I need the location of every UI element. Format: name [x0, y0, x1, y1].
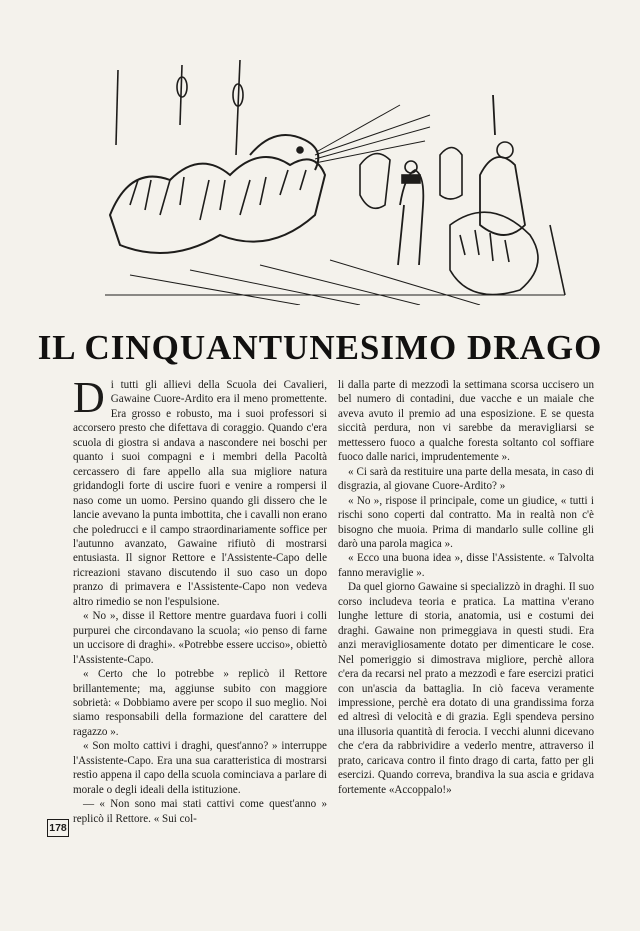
page-number: 178 [47, 819, 69, 837]
left-text-column [73, 373, 327, 826]
paragraph: Da quel giorno Gawaine si specializzò in draghi. Il suo corso includeva teoria e pratica. La mattina v'erano lunghe letture di storia, anatomia, usi e costumi dei draghi. Gawaine non primeggiava in questi studi. Era anzi meravigliosamente dotato per dimenticare le cose. Nel pomeriggio si dimostrava migliore, perchè allora c'era da recarsi nel prato a mezzodì e fare esercizi pratici con un'ascia da battaglia. In ciò faceva veramente impressione, perchè era dotato di una grandissima forza ed altresì di velocità e di grazia. Egli spendeva persino una illusoria quantità di ferocia. I vecchi alunni dicevano che c'era da rabbrividire a vederlo mentre, attraverso il prato, caricava contro il finto drago di carta, fatto per gli esercizi. Quando correva, brandiva la sua ascia e gridava fortemente «Accoppalo!» [338, 581, 594, 796]
right-text-column [338, 378, 594, 797]
illustration-drawing [100, 55, 570, 305]
dragon-battle-illustration [100, 55, 570, 305]
paragraph-text: i tutti gli allievi della Scuola dei Cavalieri, Gawaine Cuore-Ardito era il meno promettente. Era grosso e robusto, ma i suoi professori si accorsero presto che difettava di coraggio. Quando c'era scuola di giostra si andava a nascondere nei boschi per quanto i suoi compagni e i membri della Pacoltà cercassero di fare appello alla sua migliore natura gridandogli forte di uscire fuori e venire a rompersi il naso come un uomo. Persino quando gli dissero che le lancie avevano la punta imbottita, che i cavalli non erano che poledrucci e il campo straordinariamente soffice per l'autunno avanzato, Gawaine rifiutò di mostrarsi entusiasta. Il signor Rettore e l'Assistente-Capo delle ricreazioni stavano discutendo il suo caso un dopo pranzo di primavera e l'Assistente-Capo non vedeva altro rimedio se non l'espulsione. [73, 379, 327, 608]
paragraph: — « Non sono mai stati cattivi come quest'anno » replicò il Rettore. « Sui col- [73, 798, 327, 825]
paragraph: « No », disse il Rettore mentre guardava fuori i colli purpurei che circondavano la scuola; «io penso di farne un uccisore di draghi». «Potrebbe essere ucciso», obiettò l'Assistente-Capo. [73, 610, 327, 666]
paragraph: « Ci sarà da restituire una parte della mesata, in caso di disgrazia, al giovane Cuore-Ardito? » [338, 465, 594, 493]
paragraph: « No », rispose il principale, come un giudice, « tutti i rischi sono coperti dal contratto. Ma in realtà non c'è bisogno che muoia. Prima di mandarlo sulle colline gli darò una parola magica ». [338, 494, 594, 550]
paragraph [73, 373, 327, 609]
paragraph: « Ecco una buona idea », disse l'Assistente. « Talvolta fanno meraviglie ». [338, 552, 594, 579]
drop-cap: D [73, 373, 105, 422]
article-title: IL CINQUANTUNESIMO DRAGO [37, 328, 603, 367]
paragraph: « Certo che lo potrebbe » replicò il Rettore brillantemente; ma, aggiunse subito con maggiore sobrietà: « Dobbiamo avere per scopo il suo meglio. Noi siamo responsabili della formazione del carattere del ragazzo ». [73, 668, 327, 738]
paragraph: « Son molto cattivi i draghi, quest'anno? » interruppe l'Assistente-Capo. Era una sua caratteristica di mostrarsi restìo appena il capo della scuola cominciava a parlare di morale o degli ideali della istituzione. [73, 740, 327, 796]
paragraph: li dalla parte di mezzodì la settimana scorsa uccisero un bel numero di contadini, due vacche e un maiale che aveva avuto il premio ad una esposizione. E se questa siccità perdura, non vi sarebbe da meravigliarsi se mettessero fuoco a qualche foresta soltanto col soffiare fuoco dalle narici, imprudentemente ». [338, 379, 594, 464]
